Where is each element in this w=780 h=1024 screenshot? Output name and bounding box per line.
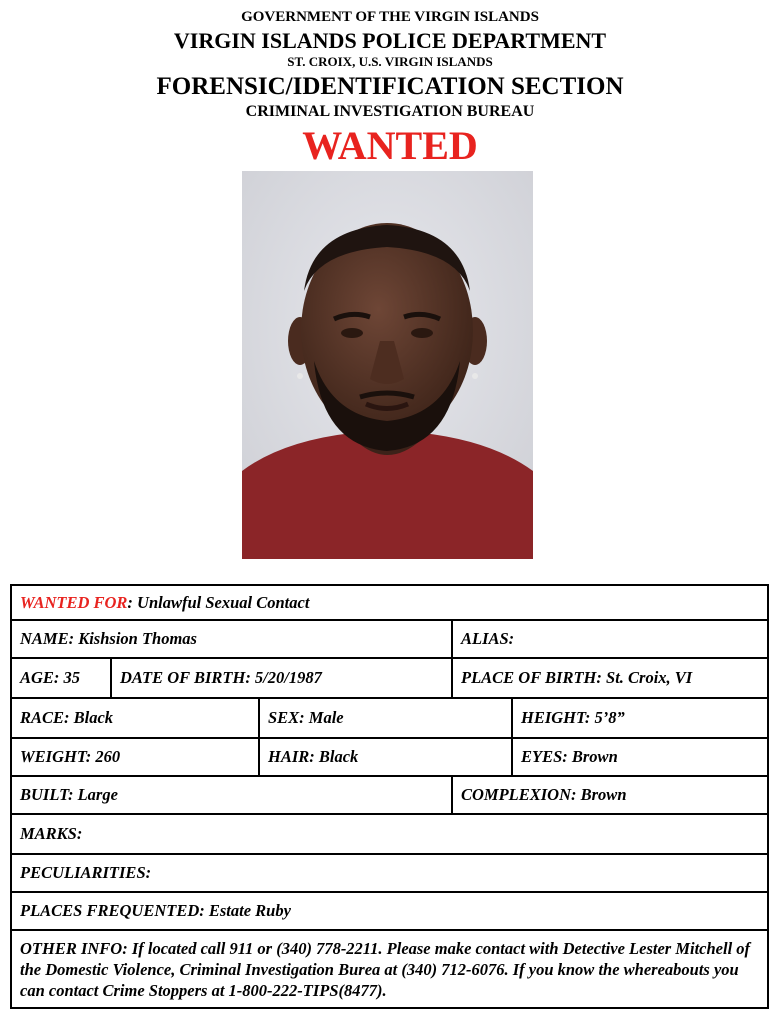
pob-field: PLACE OF BIRTH: St. Croix, VI: [452, 658, 768, 698]
race-field: RACE: Black: [11, 698, 259, 738]
alias-field: ALIAS:: [452, 620, 768, 658]
wanted-for-row: [11, 585, 768, 620]
eyes-field: EYES: Brown: [512, 738, 768, 776]
weight-field: WEIGHT: 260: [11, 738, 259, 776]
header-department: VIRGIN ISLANDS POLICE DEPARTMENT: [173, 28, 607, 53]
header-bureau: CRIMINAL INVESTIGATION BUREAU: [245, 103, 535, 120]
age-field: AGE: 35: [11, 658, 111, 698]
wanted-for-label: WANTED FOR: [20, 592, 128, 612]
height-field: HEIGHT: 5’8”: [512, 698, 768, 738]
header-section: FORENSIC/IDENTIFICATION SECTION: [156, 73, 624, 100]
suspect-details-table: [10, 584, 769, 1009]
header-location: ST. CROIX, U.S. VIRGIN ISLANDS: [287, 54, 493, 69]
suspect-photo: [242, 171, 533, 559]
wanted-for-value: : Unlawful Sexual Contact: [127, 592, 310, 612]
built-field: BUILT: Large: [11, 776, 452, 814]
name-field: NAME: Kishsion Thomas: [11, 620, 452, 658]
other-info-field: OTHER INFO: If located call 911 or (340) 778-2211. Please make contact with Detective Lester Mitchell of the Domestic Violence, Criminal Investigation Burea at (340) 712-6076. If you know the whereabouts you can contact Crime Stoppers at 1-800-222-TIPS(8477).: [11, 930, 768, 1008]
complexion-field: COMPLEXION: Brown: [452, 776, 768, 814]
sex-field: SEX: Male: [259, 698, 512, 738]
marks-field: MARKS:: [11, 814, 768, 854]
header-government: GOVERNMENT OF THE VIRGIN ISLANDS: [241, 9, 539, 25]
wanted-title: WANTED: [302, 123, 478, 168]
places-frequented-field: PLACES FREQUENTED: Estate Ruby: [11, 892, 768, 930]
peculiarities-field: PECULIARITIES:: [11, 854, 768, 892]
hair-field: HAIR: Black: [259, 738, 512, 776]
dob-field: DATE OF BIRTH: 5/20/1987: [111, 658, 452, 698]
